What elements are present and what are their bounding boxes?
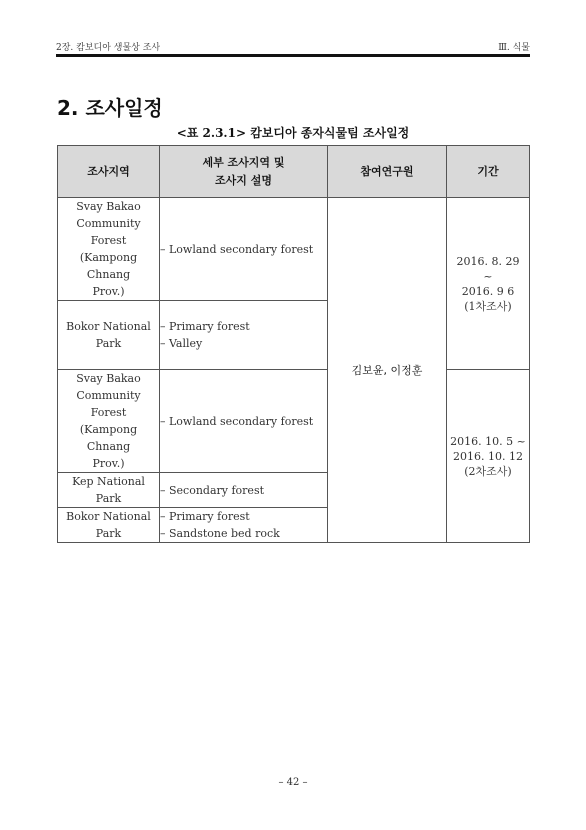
- site-cell: Svay Bakao Community Forest (Kampong Chnang Prov.): [58, 370, 160, 473]
- page-number: – 42 –: [278, 777, 308, 788]
- desc-cell: – Primary forest – Valley: [160, 301, 328, 370]
- col-header-people: 참여연구원: [328, 146, 447, 198]
- table-header-row: [58, 146, 530, 198]
- period-cell-first-survey: 2016. 8. 29 ~ 2016. 9 6 (1차조사): [447, 198, 530, 370]
- site-cell: Kep National Park: [58, 473, 160, 508]
- col-header-desc: 세부 조사지역 및 조사지 설명: [160, 146, 328, 198]
- table-row: [58, 198, 530, 301]
- survey-schedule-table: [57, 145, 530, 543]
- site-cell: Bokor National Park: [58, 301, 160, 370]
- period-cell-second-survey: 2016. 10. 5 ~ 2016. 10. 12 (2차조사): [447, 370, 530, 543]
- table-row: [58, 370, 530, 473]
- header-rule: [56, 54, 530, 57]
- chapter-header: 2장. 캄보디아 생물상 조사: [56, 43, 161, 53]
- col-header-period: 기간: [447, 146, 530, 198]
- col-header-site: 조사지역: [58, 146, 160, 198]
- desc-cell: – Lowland secondary forest: [160, 370, 328, 473]
- desc-cell: – Lowland secondary forest: [160, 198, 328, 301]
- desc-cell: – Primary forest – Sandstone bed rock: [160, 508, 328, 543]
- site-cell: Bokor National Park: [58, 508, 160, 543]
- section-title: 2. 조사일정: [57, 96, 163, 120]
- researchers-cell: 김보윤, 이정훈: [328, 198, 447, 543]
- part-header: Ⅲ. 식물: [498, 43, 530, 53]
- table-caption: <표 2.3.1> 캄보디아 종자식물팀 조사일정: [176, 126, 410, 140]
- desc-cell: – Secondary forest: [160, 473, 328, 508]
- site-cell: Svay Bakao Community Forest (Kampong Chnang Prov.): [58, 198, 160, 301]
